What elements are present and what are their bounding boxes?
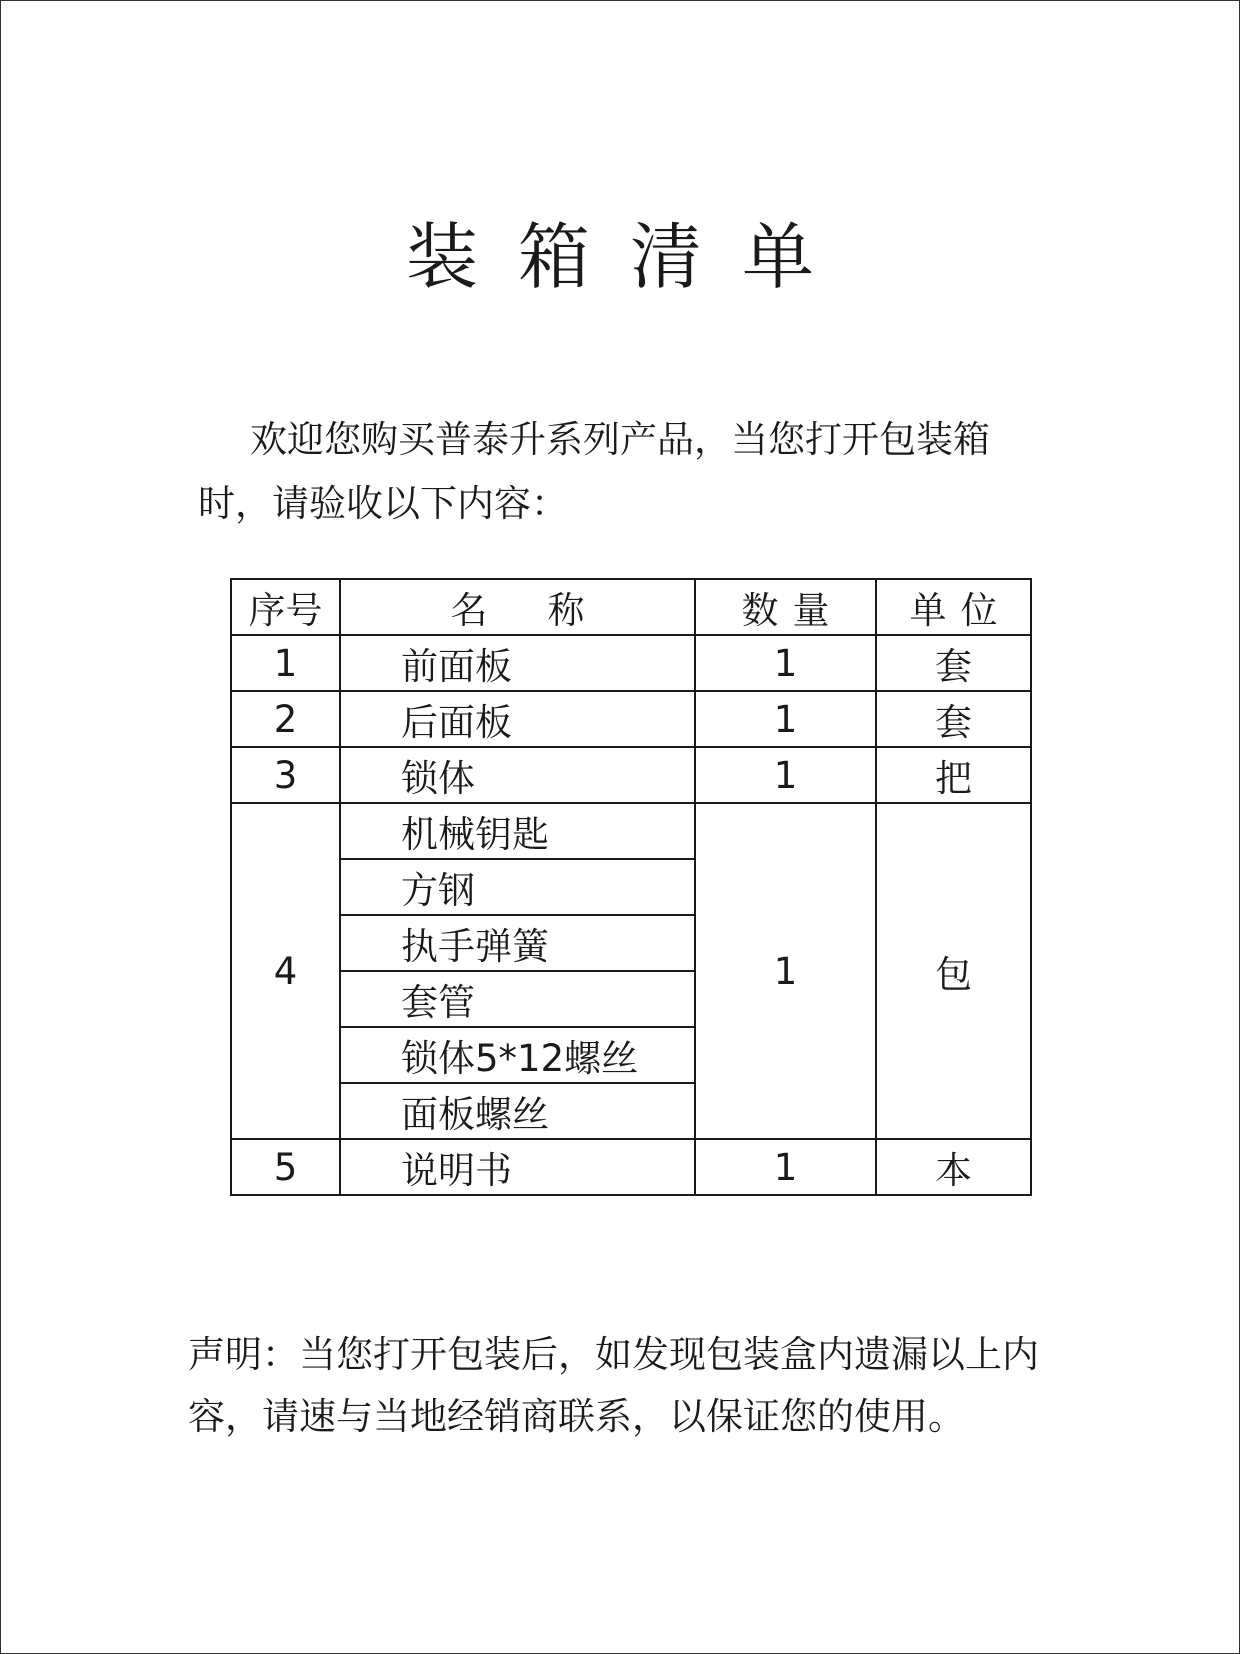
header-name: 名称 bbox=[340, 579, 695, 635]
row-no: 3 bbox=[231, 747, 340, 803]
table-header-row bbox=[231, 579, 1031, 635]
row-qty: 1 bbox=[695, 1139, 876, 1195]
row-no: 5 bbox=[231, 1139, 340, 1195]
row-unit: 把 bbox=[876, 747, 1031, 803]
row-name: 说明书 bbox=[340, 1139, 695, 1195]
row-name: 后面板 bbox=[340, 691, 695, 747]
table-row bbox=[231, 691, 1031, 747]
table-row-group bbox=[231, 803, 1031, 859]
row-name: 锁体 bbox=[340, 747, 695, 803]
header-unit: 单位 bbox=[876, 579, 1031, 635]
row-qty: 1 bbox=[695, 747, 876, 803]
row-unit: 套 bbox=[876, 635, 1031, 691]
group-item: 机械钥匙 bbox=[340, 803, 695, 859]
row-name: 前面板 bbox=[340, 635, 695, 691]
document-title: 装箱清单 bbox=[405, 215, 854, 299]
row-no: 1 bbox=[231, 635, 340, 691]
intro-paragraph: 欢迎您购买普泰升系列产品，当您打开包装箱时，请验收以下内容： bbox=[198, 418, 990, 525]
table-row bbox=[231, 1139, 1031, 1195]
group-no: 4 bbox=[231, 803, 340, 1139]
row-no: 2 bbox=[231, 691, 340, 747]
notice-paragraph: 声明：当您打开包装后，如发现包装盒内遗漏以上内容，请速与当地经销商联系，以保证您的使用。 bbox=[188, 1333, 1039, 1438]
group-item: 锁体5*12螺丝 bbox=[340, 1027, 695, 1083]
header-no: 序号 bbox=[231, 579, 340, 635]
packing-table bbox=[230, 578, 1032, 1196]
group-item: 面板螺丝 bbox=[340, 1083, 695, 1139]
group-qty: 1 bbox=[695, 803, 876, 1139]
group-item: 执手弹簧 bbox=[340, 915, 695, 971]
row-qty: 1 bbox=[695, 691, 876, 747]
table-row bbox=[231, 635, 1031, 691]
group-item: 方钢 bbox=[340, 859, 695, 915]
group-item: 套管 bbox=[340, 971, 695, 1027]
group-unit: 包 bbox=[876, 803, 1031, 1139]
row-qty: 1 bbox=[695, 635, 876, 691]
row-unit: 套 bbox=[876, 691, 1031, 747]
table-row bbox=[231, 747, 1031, 803]
header-qty: 数量 bbox=[695, 579, 876, 635]
row-unit: 本 bbox=[876, 1139, 1031, 1195]
